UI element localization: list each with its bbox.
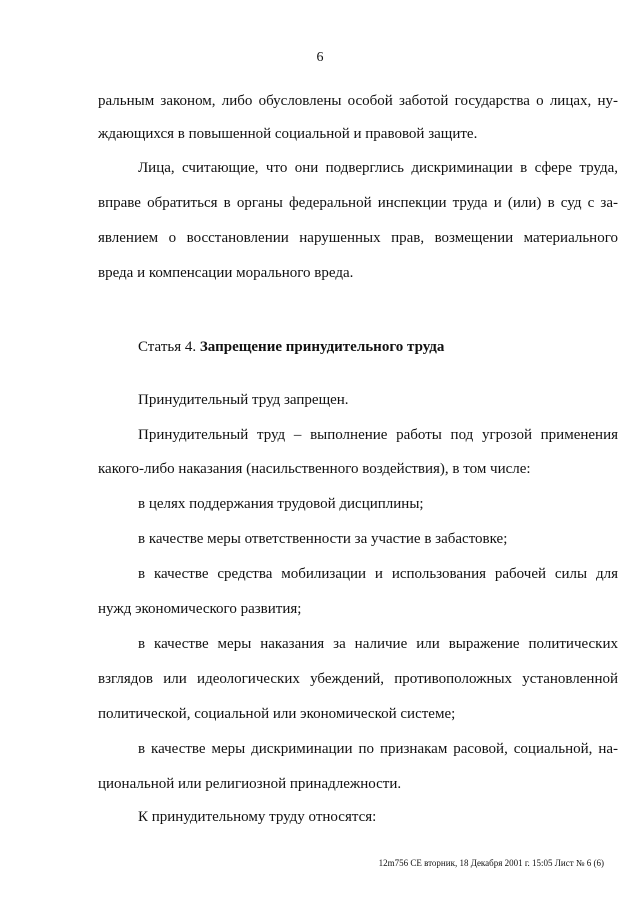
paragraph-line: циональной или религиозной принадлежности.	[98, 776, 402, 792]
paragraph-line: Принудительный труд – выполнение работы под угрозой применения	[138, 427, 618, 443]
paragraph-line: в качестве меры дискриминации по признакам расовой, социальной, на-	[138, 741, 618, 757]
page-number: 6	[316, 50, 324, 65]
paragraph-line: Принудительный труд запрещен.	[138, 392, 349, 408]
paragraph-line: в качестве меры наказания за наличие или выражение политических	[138, 636, 618, 652]
paragraph-line: вреда и компенсации морального вреда.	[98, 265, 354, 281]
paragraph-line: взглядов или идеологических убеждений, противоположных установленной	[98, 671, 618, 687]
paragraph-line: ждающихся в повышенной социальной и правовой защите.	[98, 126, 478, 142]
paragraph-line: в качестве средства мобилизации и использования рабочей силы для	[138, 566, 618, 582]
paragraph-line: нужд экономического развития;	[98, 601, 302, 617]
paragraph-line: вправе обратиться в органы федеральной инспекции труда и (или) в суд с за-	[98, 195, 618, 211]
paragraph-line: какого-либо наказания (насильственного воздействия), в том числе:	[98, 461, 531, 477]
paragraph-line: политической, социальной или экономической системе;	[98, 706, 456, 722]
paragraph-line: явлением о восстановлении нарушенных прав, возмещении материального	[98, 230, 618, 246]
paragraph-line: ральным законом, либо обусловлены особой заботой государства о лицах, ну-	[98, 93, 618, 109]
article-heading	[138, 338, 444, 356]
article-prefix: Статья 4.	[138, 339, 197, 355]
page-footer: 12m756 СЕ вторник, 18 Декабря 2001 г. 15:05 Лист № 6 (6)	[378, 858, 604, 868]
paragraph-line: в качестве меры ответственности за участие в забастовке;	[138, 531, 508, 547]
paragraph-line: Лица, считающие, что они подверглись дискриминации в сфере труда,	[138, 160, 618, 176]
paragraph-line: К принудительному труду относятся:	[138, 809, 377, 825]
article-title: Запрещение принудительного труда	[199, 339, 445, 355]
paragraph-line: в целях поддержания трудовой дисциплины;	[138, 496, 424, 512]
